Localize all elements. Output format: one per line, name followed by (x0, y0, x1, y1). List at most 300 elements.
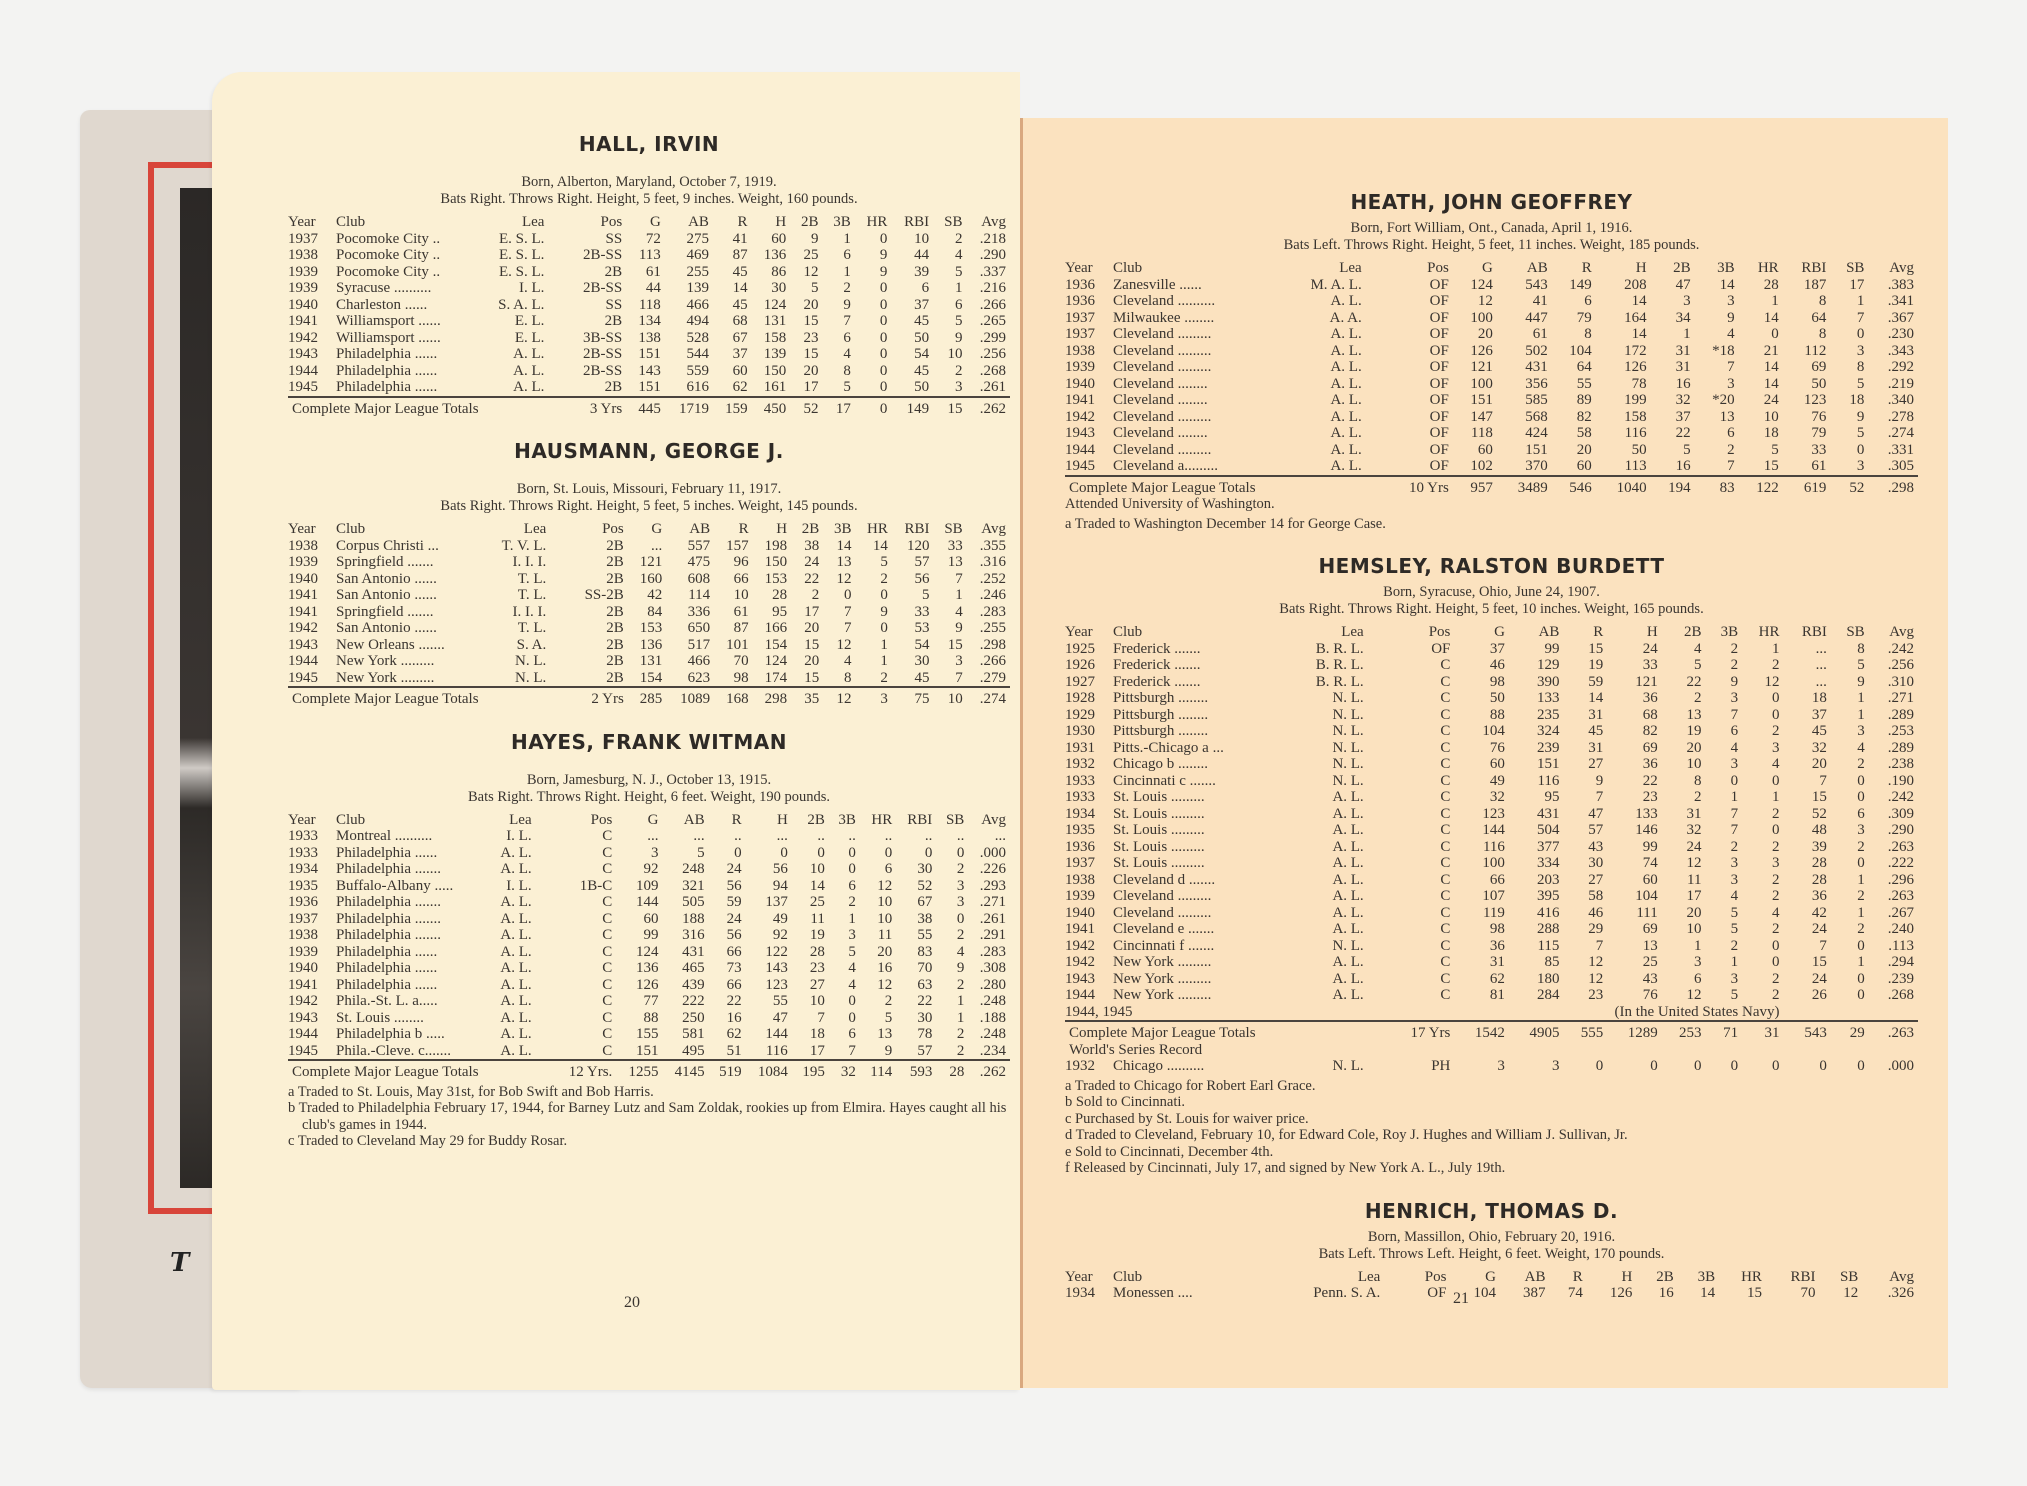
stat-cell: 52 (1830, 476, 1868, 497)
stat-cell: C (1440, 921, 1451, 937)
stat-cell: 24 (1763, 392, 1779, 408)
stat-cell: 151 (638, 379, 661, 395)
stat-cell: S. A. L. (498, 296, 545, 313)
stat-cell: 3 (1772, 855, 1780, 871)
stat-cell: Philadelphia ...... (336, 976, 438, 993)
stat-cell: OF (1427, 1285, 1447, 1301)
stat-cell: 495 (682, 1042, 705, 1059)
stat-cell: New York ......... (1113, 987, 1212, 1003)
stat-cell: C (602, 1009, 613, 1026)
stat-cell: 51 (726, 1042, 742, 1059)
stat-cell: 16 (877, 960, 893, 976)
season-row (1065, 674, 1918, 691)
stat-cell: 13 (1686, 706, 1702, 723)
stat-cell: .. (924, 828, 933, 844)
stat-cell: 149 (891, 397, 933, 418)
stat-cell: Springfield ....... (336, 554, 434, 570)
stat-cell: 1 (1771, 293, 1779, 309)
stat-cell: 29 (1831, 1021, 1869, 1042)
footnote: f Released by Cincinnati, July 17, and signed by New York A. L., July 19th. (1065, 1160, 1506, 1176)
stat-cell: E. S. L. (499, 230, 545, 247)
stat-cell: 465 (682, 960, 705, 976)
stat-cell: 5 (697, 844, 705, 861)
stat-cell: 31 (1686, 805, 1702, 822)
footnotes (288, 1084, 1010, 1150)
season-row (288, 554, 1010, 571)
stat-cell: 151 (1470, 392, 1493, 408)
stat-cell: 1289 (1607, 1021, 1662, 1042)
page-number: 20 (624, 1294, 640, 1311)
stat-cell: Williamsport ...... (336, 329, 441, 346)
stat-cell: 0 (1771, 326, 1779, 342)
stat-cell: 7 (1730, 805, 1739, 822)
season-row (288, 247, 1010, 264)
stat-cell: OF (1429, 425, 1449, 441)
stat-cell: 43 (1588, 838, 1604, 855)
stat-cell: 3 (1497, 1058, 1505, 1074)
stat-cell: 72 (645, 230, 661, 247)
stat-cell: 78 (917, 1026, 933, 1042)
stats-table (288, 812, 1010, 1081)
stat-cell: 439 (682, 976, 705, 993)
stat-cell: 2 (956, 861, 965, 877)
column-header: 2B (1683, 624, 1702, 640)
stat-cell: OF (1431, 640, 1451, 657)
stats-header (288, 812, 1010, 829)
stat-cell: 60 (1489, 756, 1505, 772)
stat-cell: 3489 (1497, 476, 1552, 497)
column-header: 3B (833, 521, 852, 537)
stat-cell: ... (1815, 640, 1827, 657)
stat-cell: 32 (1686, 822, 1702, 838)
season-row (1065, 822, 1918, 839)
stat-cell: Cleveland ........ (1113, 375, 1208, 392)
stat-cell: 52 (917, 877, 933, 894)
player-birth: Born, Fort William, Ont., Canada, April 1, 1916. (1350, 220, 1633, 236)
stat-cell: 650 (687, 620, 711, 636)
stat-cell: 30 (914, 653, 930, 669)
stat-cell: 30 (1588, 855, 1604, 871)
stat-cell: 45 (732, 296, 748, 313)
stat-cell: 390 (1536, 673, 1560, 690)
stat-cell: 1 (843, 263, 851, 280)
stat-cell: Pocomoke City .. (336, 230, 441, 247)
stat-cell: .310 (1887, 673, 1914, 690)
stat-cell: 2 (1857, 888, 1865, 904)
stat-cell: .256 (1887, 657, 1914, 673)
stat-cell: 7 (1730, 822, 1739, 838)
season-row (288, 1043, 1010, 1061)
stat-cell: 336 (687, 603, 711, 620)
stat-cell: 1 (1857, 954, 1865, 970)
stat-cell: 1 (955, 280, 963, 296)
stats-header (1065, 260, 1918, 277)
stat-cell: 32 (1811, 739, 1827, 756)
stat-cell: 131 (639, 653, 663, 669)
stat-cell: 1 (1857, 871, 1865, 888)
stat-cell: 0 (956, 844, 965, 861)
stat-cell: 1930 (1065, 723, 1095, 739)
stat-cell: 28 (772, 587, 788, 603)
stat-cell: 285 (628, 687, 666, 708)
stat-cell: 1 (956, 993, 965, 1009)
world-series-row (1065, 1058, 1918, 1075)
stat-cell: 95 (772, 603, 788, 620)
stat-cell: 119 (1482, 904, 1505, 921)
stat-cell: 21 (1763, 342, 1779, 359)
stat-cell: 0 (1772, 822, 1780, 838)
stats-body (288, 231, 1010, 418)
stat-cell: 37 (1489, 640, 1505, 657)
stat-cell: 92 (772, 927, 788, 943)
player-record (288, 730, 1010, 1150)
stat-cell: .263 (1887, 838, 1914, 855)
player-physical: Bats Left. Throws Right. Height, 5 feet, 11 inches. Weight, 185 pounds. (1283, 237, 1700, 253)
season-row (288, 363, 1010, 380)
stat-cell: 2B-SS (583, 280, 623, 296)
stat-cell: 10 (947, 346, 963, 362)
stat-cell: 370 (1525, 458, 1548, 474)
stat-cell: A. L. (1332, 855, 1364, 871)
stat-cell: 0 (848, 993, 856, 1009)
stat-cell: 9 (955, 620, 963, 636)
stat-cell: 2 (1730, 838, 1739, 855)
stat-cell: 298 (753, 687, 791, 708)
stat-cell: 9 (1595, 772, 1604, 789)
stat-cell: 0 (879, 329, 888, 346)
stat-cell: 10 (914, 230, 930, 247)
stat-cell: A. L. (500, 910, 532, 927)
stat-cell: 253 (1662, 1021, 1706, 1042)
stat-cell: C (1440, 739, 1451, 756)
stat-cell: 31 (1588, 739, 1604, 756)
stat-cell: 50 (1811, 375, 1827, 392)
column-header: H (1635, 260, 1647, 276)
stat-cell: 144 (1482, 822, 1505, 838)
season-row (1065, 723, 1918, 740)
stat-cell: A. L. (500, 927, 532, 943)
column-header: G (651, 521, 663, 537)
stat-cell: 581 (682, 1026, 705, 1042)
stat-cell: .252 (979, 570, 1006, 587)
stat-cell: 60 (771, 230, 787, 247)
column-header: R (1593, 624, 1604, 640)
stat-cell: 124 (1470, 276, 1493, 293)
stat-cell: C (602, 861, 613, 877)
stat-cell: 2 (955, 362, 963, 379)
stat-cell: .230 (1887, 326, 1914, 342)
column-header: SB (945, 811, 965, 828)
season-row (1065, 707, 1918, 724)
stat-cell: 47 (1588, 805, 1604, 822)
stat-cell: 188 (682, 910, 705, 927)
stat-cell: 0 (1772, 1058, 1780, 1074)
stat-cell: .261 (979, 379, 1006, 395)
stat-cell: .337 (979, 263, 1006, 280)
season-row (288, 297, 1010, 314)
stat-cell: 1 (955, 587, 963, 603)
stat-cell: 36 (1811, 888, 1827, 904)
stat-cell: 98 (733, 669, 749, 686)
stat-cell: 16 (1675, 458, 1691, 474)
stat-cell: .293 (979, 877, 1006, 894)
stat-cell: 10 (809, 861, 825, 877)
stat-cell: 45 (1811, 723, 1827, 739)
stat-cell: .248 (979, 993, 1006, 1009)
stat-cell: 22 (726, 993, 742, 1009)
stat-cell: 0 (1856, 441, 1865, 458)
player-physical: Bats Right. Throws Right. Height, 6 feet. Weight, 190 pounds. (468, 788, 830, 805)
page-right (1020, 118, 1948, 1388)
column-header: RBI (907, 811, 933, 828)
stat-cell: 0 (956, 910, 965, 927)
column-header: HR (871, 811, 893, 828)
stat-cell: 120 (906, 537, 930, 554)
stat-cell: 6 (1730, 723, 1739, 739)
stat-cell: 1936 (1065, 276, 1095, 293)
right-player-list (1065, 190, 1918, 1302)
season-row (288, 330, 1010, 347)
stat-cell: 14 (1631, 326, 1647, 342)
stat-cell: 147 (1470, 408, 1493, 425)
stat-cell: 4 (955, 603, 963, 620)
stat-cell: 619 (1783, 476, 1831, 497)
stat-cell: 2 (880, 669, 888, 686)
stat-cell: 543 (1525, 276, 1548, 293)
stat-cell: Philadelphia ....... (336, 927, 441, 943)
stat-cell: 1943 (288, 636, 318, 653)
stat-cell: 52 (1811, 805, 1827, 822)
stat-cell: A. L. (1330, 375, 1362, 392)
stat-cell: 57 (1588, 822, 1604, 838)
stat-cell: 8 (1857, 640, 1865, 657)
stat-cell: 121 (1635, 673, 1658, 690)
stat-cell: 450 (752, 397, 791, 418)
stat-cell: 13 (836, 554, 852, 570)
stat-cell: 9 (1727, 309, 1735, 326)
stat-cell: 47 (772, 1009, 788, 1026)
stat-cell: 50 (1631, 441, 1647, 458)
season-row (288, 911, 1010, 928)
stat-cell: 2 (956, 927, 965, 943)
stat-cell: 12 (877, 976, 893, 993)
stat-cell: 1943 (1065, 425, 1095, 441)
left-player-list (288, 132, 1010, 1150)
stat-cell: 324 (1536, 723, 1560, 739)
stat-cell: 546 (1552, 476, 1596, 497)
season-row (1065, 442, 1918, 459)
stat-cell: 154 (764, 636, 788, 653)
stat-cell: 7 (843, 313, 851, 329)
stat-cell: 112 (1804, 342, 1827, 359)
stat-cell: 1941 (288, 976, 318, 993)
stat-cell: 1940 (288, 296, 318, 313)
stat-cell: 4 (843, 346, 851, 362)
column-header: 2B (1656, 1268, 1674, 1285)
stat-cell: 4 (956, 943, 965, 960)
stat-cell: 151 (635, 1042, 659, 1059)
stat-cell: 161 (763, 379, 787, 395)
stat-cell: .271 (979, 894, 1006, 910)
column-header: Lea (1339, 260, 1362, 276)
stat-cell: 334 (1536, 855, 1560, 871)
stat-cell: 1933 (288, 828, 318, 844)
stat-cell: .000 (1887, 1058, 1914, 1074)
stat-cell: 1542 (1454, 1021, 1509, 1042)
stats-table (1065, 260, 1918, 496)
stat-cell: 68 (1642, 706, 1658, 723)
stat-cell: Cleveland ......... (1113, 888, 1212, 904)
stat-cell: M. A. L. (1310, 276, 1362, 293)
stat-cell: 126 (635, 976, 659, 993)
stat-cell: 27 (809, 976, 825, 993)
column-header: AB (689, 521, 711, 537)
stat-cell: Cleveland ......... (1113, 359, 1212, 375)
stat-cell: C (602, 960, 613, 976)
stat-cell: .383 (1887, 276, 1914, 293)
stat-cell: 1 (1857, 904, 1865, 921)
stat-cell: A. L. (513, 379, 545, 395)
stat-cell: 24 (1686, 838, 1702, 855)
stat-cell: 1942 (288, 329, 318, 346)
stat-cell: .289 (1887, 706, 1914, 723)
stat-cell: 24 (1642, 640, 1658, 657)
stat-cell: 2B (606, 537, 624, 554)
stat-cell: C (602, 976, 613, 993)
stat-cell: 111 (1636, 904, 1658, 921)
header-row (288, 214, 1010, 231)
column-header: Club (1113, 260, 1143, 276)
stat-cell: Monessen .... (1113, 1285, 1193, 1301)
stat-cell: 4 (955, 247, 963, 263)
season-row (288, 637, 1010, 654)
stat-cell: 4 (1772, 756, 1780, 772)
column-header: Pos (1427, 260, 1449, 276)
stat-cell: San Antonio ...... (336, 570, 437, 587)
stat-cell: 203 (1536, 871, 1560, 888)
stat-cell: Chicago .......... (1113, 1058, 1205, 1074)
season-row (288, 670, 1010, 688)
totals-label: Complete Major League Totals (288, 397, 566, 418)
stat-cell: 424 (1525, 425, 1548, 441)
stat-cell: 1 (880, 636, 888, 653)
stat-cell: A. L. (500, 943, 532, 960)
stat-cell: 19 (1686, 723, 1702, 739)
stat-cell: 74 (1567, 1285, 1583, 1301)
season-row (1065, 392, 1918, 409)
player-record (1065, 1199, 1918, 1302)
column-header: Avg (1889, 1268, 1914, 1285)
stat-cell: 0 (880, 620, 888, 636)
stat-cell: 10 (877, 910, 893, 927)
stat-cell: Pittsburgh ........ (1113, 690, 1209, 706)
column-header: Pos (590, 811, 613, 828)
stat-cell: .266 (979, 296, 1006, 313)
stat-cell: Philadelphia ....... (336, 894, 441, 910)
column-header: G (1485, 1268, 1496, 1285)
stats-header (1065, 1269, 1918, 1286)
stat-cell: 71 (1706, 1021, 1743, 1042)
stat-cell: 0 (879, 379, 888, 395)
totals-years: 10 Yrs (1384, 476, 1453, 497)
stat-cell: 83 (1695, 476, 1739, 497)
totals-label: Complete Major League Totals (288, 687, 568, 708)
stat-cell: 37 (1811, 706, 1827, 723)
stat-cell: 275 (686, 230, 709, 247)
stat-cell: 2 (811, 587, 820, 603)
stat-cell: C (1440, 673, 1451, 690)
stat-cell: 123 (1482, 805, 1505, 822)
stat-cell: 0 (884, 844, 893, 861)
stat-cell: 1936 (1065, 838, 1095, 855)
totals-row (288, 687, 1010, 708)
stat-cell: 63 (917, 976, 933, 993)
stat-cell: Cleveland ......... (1113, 342, 1212, 359)
stat-cell: 623 (687, 669, 711, 686)
column-header: SB (1839, 1268, 1859, 1285)
stat-cell: 198 (764, 537, 788, 554)
stat-cell: 20 (1686, 904, 1702, 921)
stat-cell: 32 (1675, 392, 1691, 408)
stat-cell: 22 (1675, 425, 1691, 441)
stat-cell: A. L. (500, 1042, 532, 1059)
footnote: c Traded to Cleveland May 29 for Buddy Rosar. (288, 1133, 568, 1149)
stat-cell: 2 (1857, 756, 1865, 772)
stat-cell: 56 (914, 570, 930, 587)
stat-cell: 494 (686, 313, 709, 329)
stat-cell: 1941 (288, 603, 318, 620)
stat-cell: 447 (1525, 309, 1548, 326)
stat-cell: C (1440, 789, 1451, 805)
stat-cell: 66 (726, 943, 742, 960)
stat-cell: .292 (1887, 359, 1914, 375)
stat-cell: Philadelphia ...... (336, 362, 438, 379)
stat-cell: 557 (687, 537, 711, 554)
stat-cell: 28 (1811, 855, 1827, 871)
stat-cell: Cleveland e ....... (1113, 921, 1215, 937)
stat-cell: 1937 (288, 230, 318, 247)
stat-cell: 2 (956, 1026, 965, 1042)
stat-cell: 0 (879, 230, 888, 247)
stat-cell: 222 (682, 993, 705, 1009)
stat-cell: I. L. (506, 877, 532, 894)
spacer (1831, 1004, 1869, 1022)
stat-cell: 356 (1525, 375, 1548, 392)
stat-cell: 0 (848, 861, 856, 877)
stat-cell: 69 (1642, 739, 1658, 756)
stat-cell: SS (605, 230, 623, 247)
stat-cell: 1 (880, 653, 888, 669)
stat-cell: 2 (1772, 723, 1780, 739)
stat-cell: 1944 (288, 1026, 318, 1042)
column-header: R (738, 521, 749, 537)
stat-cell: 2 (880, 570, 888, 587)
stat-cell: N. L. (1332, 739, 1364, 756)
stat-cell: 1939 (1065, 888, 1095, 904)
player-physical: Bats Right. Throws Right. Height, 5 feet, 10 inches. Weight, 165 pounds. (1279, 601, 1704, 617)
stat-cell: 7 (1819, 937, 1827, 954)
column-header: R (1581, 260, 1592, 276)
spacer (1280, 1004, 1386, 1022)
stat-cell: A. L. (1330, 458, 1362, 474)
stat-cell: A. L. (513, 362, 545, 379)
season-row (1065, 905, 1918, 922)
stat-cell: 28 (809, 943, 825, 960)
stat-cell: 18 (1811, 690, 1827, 706)
stat-cell: 27 (1588, 756, 1604, 772)
stat-cell: 1945 (288, 1042, 318, 1059)
stat-cell: 114 (688, 587, 711, 603)
